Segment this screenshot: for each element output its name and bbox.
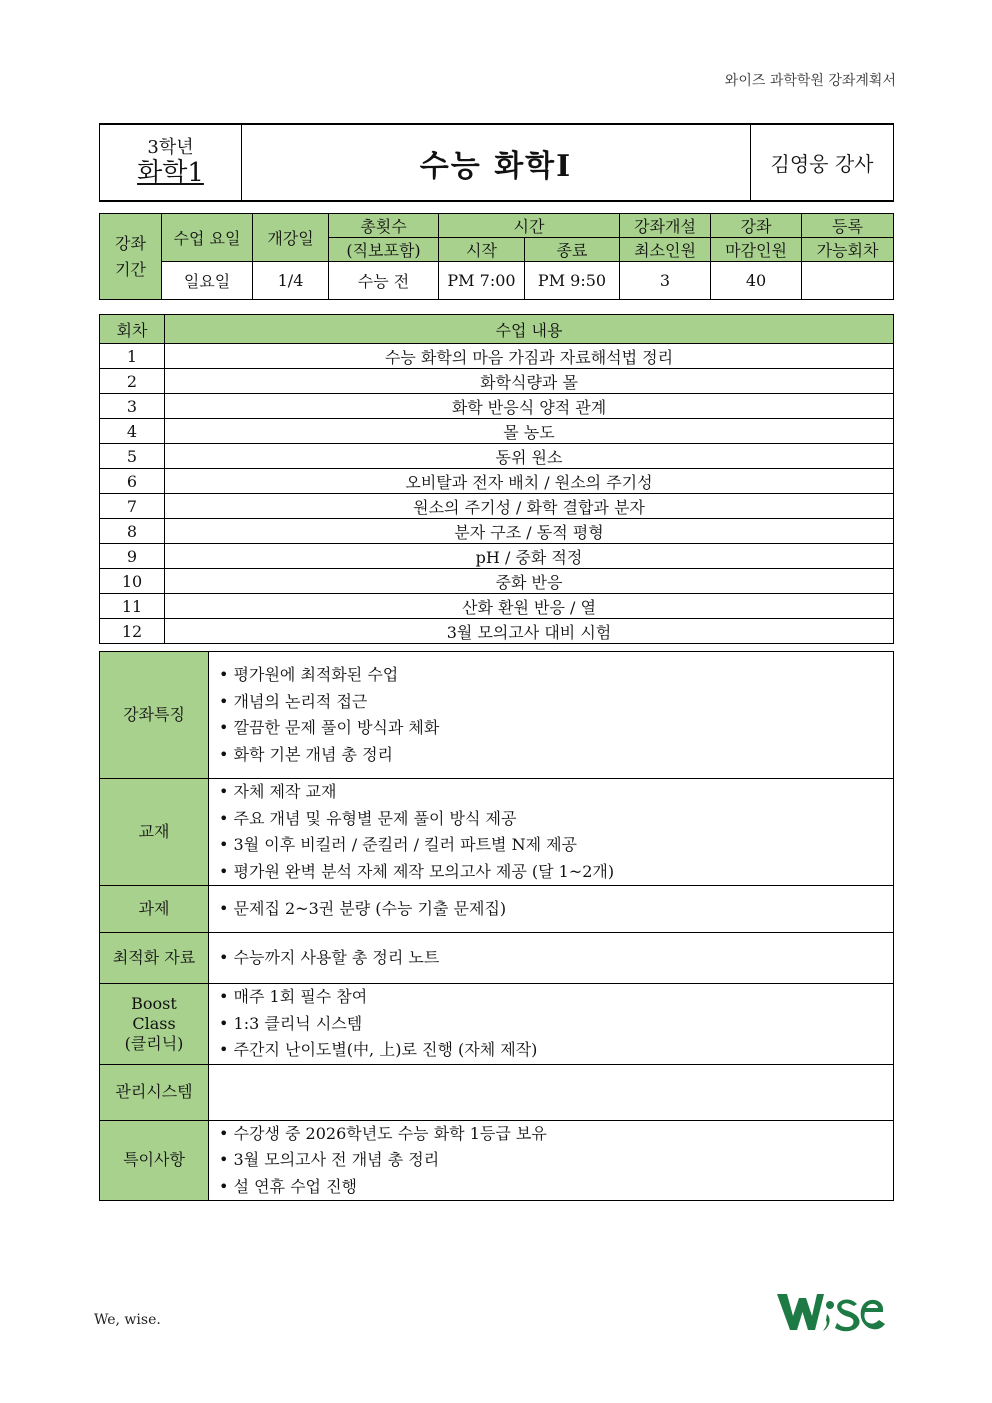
feature-item-text: 문제집 2~3권 분량 (수능 기출 문제집) — [233, 898, 507, 918]
feature-item — [219, 945, 893, 972]
feature-item — [219, 806, 893, 833]
feature-list — [219, 779, 893, 885]
time-start-value: PM 7:00 — [439, 262, 525, 300]
feature-item-text: 매주 1회 필수 참여 — [233, 987, 368, 1006]
time-header: 시간 — [439, 214, 620, 238]
lesson-no: 3 — [100, 394, 165, 419]
course-title: 수능 화학Ⅰ — [419, 148, 573, 184]
feature-label: 최적화 자료 — [100, 933, 209, 984]
feature-content — [209, 779, 894, 886]
lesson-no: 4 — [100, 419, 165, 444]
footer-tagline: We, wise. — [94, 1312, 161, 1328]
feature-content — [209, 933, 894, 984]
feature-label: 교재 — [100, 779, 209, 886]
feature-item-text: 깔끔한 문제 풀이 방식과 체화 — [233, 718, 440, 737]
lesson-row — [100, 544, 894, 569]
min-people-value: 3 — [620, 262, 711, 300]
feature-item — [219, 1147, 893, 1174]
feature-label: Boost Class (클리닉) — [100, 984, 209, 1065]
feature-content — [209, 652, 894, 779]
lesson-content: 산화 환원 반응 / 열 — [165, 594, 894, 619]
lesson-content: 3월 모의고사 대비 시험 — [165, 619, 894, 644]
subject-label: 화학1 — [137, 157, 204, 188]
feature-item-text: 개념의 논리적 접근 — [233, 691, 368, 711]
feature-item — [219, 1121, 893, 1148]
total-sessions-subheader: (직보포함) — [329, 238, 439, 262]
day-header: 수업 요일 — [162, 214, 253, 262]
feature-item — [219, 779, 893, 806]
reg-sessions-subheader: 가능회차 — [802, 238, 894, 262]
feature-item-text: 1:3 클리닉 시스템 — [233, 1013, 363, 1033]
lesson-content: 중화 반응 — [165, 569, 894, 594]
course-title-cell — [242, 124, 751, 201]
feature-item-text: 자체 제작 교재 — [233, 782, 337, 801]
lesson-row — [100, 469, 894, 494]
feature-item-text: 3월 모의고사 전 개념 총 정리 — [233, 1150, 440, 1169]
lesson-no: 8 — [100, 519, 165, 544]
feature-item — [219, 1037, 893, 1064]
feature-item — [219, 859, 893, 886]
lesson-content: 수능 화학의 마음 가짐과 자료해석법 정리 — [165, 344, 894, 369]
feature-item — [219, 1174, 893, 1201]
feature-row — [100, 984, 894, 1065]
reg-sessions-value — [802, 262, 894, 300]
lesson-row — [100, 369, 894, 394]
lesson-content: 오비탈과 전자 배치 / 원소의 주기성 — [165, 469, 894, 494]
title-box — [99, 123, 894, 202]
reg-sessions-header: 등록 — [802, 214, 894, 238]
time-end-value: PM 9:50 — [525, 262, 620, 300]
feature-item — [219, 662, 893, 689]
lesson-row — [100, 344, 894, 369]
feature-item — [219, 689, 893, 716]
feature-item-text: 설 연휴 수업 진행 — [233, 1176, 357, 1196]
lesson-row — [100, 519, 894, 544]
lesson-row — [100, 394, 894, 419]
period-label: 강좌 기간 — [100, 214, 162, 300]
feature-item-text: 평가원 완벽 분석 자체 제작 모의고사 제공 (달 1~2개) — [233, 861, 615, 881]
document-header-label: 와이즈 과학학원 강좌계획서 — [724, 73, 896, 89]
feature-item — [219, 742, 893, 769]
grade-label: 3학년 — [147, 136, 194, 158]
features-table — [99, 651, 894, 1201]
total-sessions-value: 수능 전 — [329, 262, 439, 300]
lesson-content: 원소의 주기성 / 화학 결합과 분자 — [165, 494, 894, 519]
min-people-header: 강좌개설 — [620, 214, 711, 238]
teacher-name: 김영웅 강사 — [770, 152, 874, 176]
lesson-no: 1 — [100, 344, 165, 369]
day-value: 일요일 — [162, 262, 253, 300]
lesson-no-header: 회차 — [100, 315, 165, 344]
lesson-no: 10 — [100, 569, 165, 594]
lesson-content: 화학식량과 몰 — [165, 369, 894, 394]
feature-content — [209, 1120, 894, 1201]
lesson-content: pH / 중화 적정 — [165, 544, 894, 569]
feature-item-text: 3월 이후 비킬러 / 준킬러 / 킬러 파트별 N제 제공 — [233, 835, 578, 854]
feature-row — [100, 1064, 894, 1120]
lesson-no: 7 — [100, 494, 165, 519]
feature-label: 강좌특징 — [100, 652, 209, 779]
lesson-row — [100, 569, 894, 594]
feature-list — [219, 662, 893, 768]
feature-item-text: 수강생 중 2026학년도 수능 화학 1등급 보유 — [233, 1123, 547, 1143]
wise-logo — [775, 1288, 899, 1336]
lesson-content: 화학 반응식 양적 관계 — [165, 394, 894, 419]
feature-row — [100, 933, 894, 984]
lesson-row — [100, 419, 894, 444]
teacher-cell — [751, 124, 894, 201]
start-date-value: 1/4 — [253, 262, 329, 300]
feature-content — [209, 1064, 894, 1120]
lesson-row — [100, 494, 894, 519]
feature-row — [100, 1120, 894, 1201]
feature-item — [219, 896, 893, 923]
feature-item-text: 평가원에 최적화된 수업 — [233, 665, 399, 684]
min-people-subheader: 최소인원 — [620, 238, 711, 262]
feature-item — [219, 1011, 893, 1038]
feature-list — [219, 896, 893, 923]
feature-row — [100, 779, 894, 886]
lesson-no: 5 — [100, 444, 165, 469]
feature-list — [219, 1121, 893, 1201]
lesson-row — [100, 594, 894, 619]
feature-item-text: 화학 기본 개념 총 정리 — [233, 744, 393, 764]
lesson-row — [100, 444, 894, 469]
lesson-no: 9 — [100, 544, 165, 569]
feature-list — [219, 984, 893, 1064]
feature-item-text: 주요 개념 및 유형별 문제 풀이 방식 제공 — [233, 808, 517, 828]
lesson-content: 동위 원소 — [165, 444, 894, 469]
lesson-no: 6 — [100, 469, 165, 494]
lesson-content-header: 수업 내용 — [165, 315, 894, 344]
feature-row — [100, 652, 894, 779]
feature-item — [219, 984, 893, 1011]
lesson-content: 몰 농도 — [165, 419, 894, 444]
lesson-no: 11 — [100, 594, 165, 619]
feature-item-text: 주간지 난이도별(中, 上)로 진행 (자체 제작) — [233, 1040, 538, 1059]
total-sessions-header: 총횟수 — [329, 214, 439, 238]
start-date-header: 개강일 — [253, 214, 329, 262]
feature-label: 관리시스템 — [100, 1064, 209, 1120]
feature-item — [219, 832, 893, 859]
max-people-header: 강좌 — [711, 214, 802, 238]
feature-label: 과제 — [100, 886, 209, 933]
grade-cell — [100, 124, 242, 201]
max-people-subheader: 마감인원 — [711, 238, 802, 262]
lesson-row — [100, 619, 894, 644]
lesson-no: 12 — [100, 619, 165, 644]
feature-row — [100, 886, 894, 933]
schedule-table — [99, 213, 894, 300]
time-end-header: 종료 — [525, 238, 620, 262]
time-start-header: 시작 — [439, 238, 525, 262]
feature-item-text: 수능까지 사용할 총 정리 노트 — [233, 947, 440, 967]
lessons-table — [99, 314, 894, 644]
feature-item — [219, 715, 893, 742]
max-people-value: 40 — [711, 262, 802, 300]
lesson-no: 2 — [100, 369, 165, 394]
lesson-content: 분자 구조 / 동적 평형 — [165, 519, 894, 544]
feature-list — [219, 945, 893, 972]
feature-label: 특이사항 — [100, 1120, 209, 1201]
feature-content — [209, 984, 894, 1065]
feature-content — [209, 886, 894, 933]
